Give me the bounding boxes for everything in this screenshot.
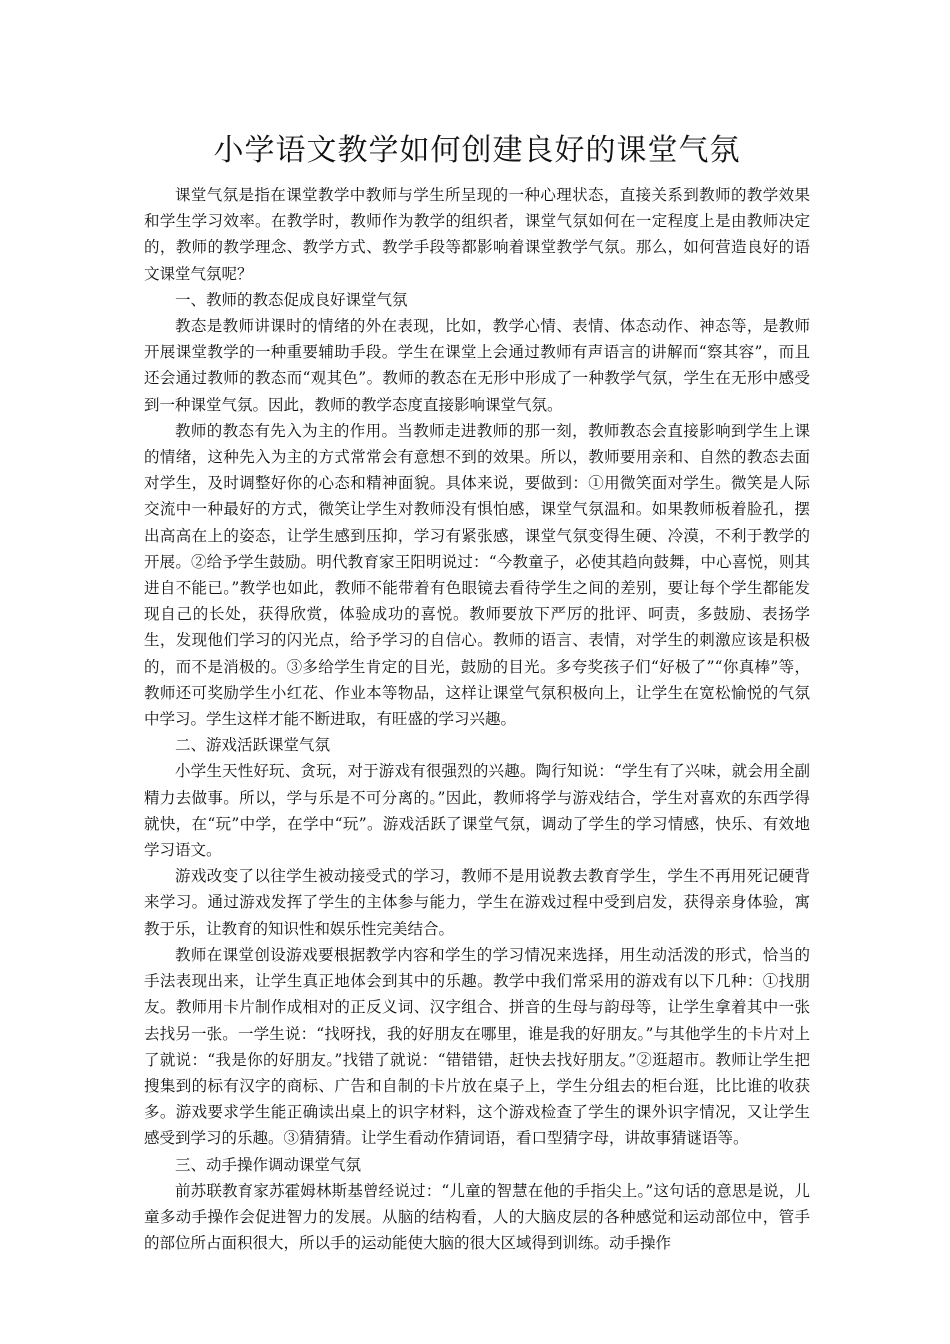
intro-paragraph: 课堂气氛是指在课堂教学中教师与学生所呈现的一种心理状态，直接关系到教师的教学效果和学生学习效率。在教学时，教师作为教学的组织者，课堂气氛如何在一定程度上是由教师决定的，教师的教学理念、教学方式、教学手段等都影响着课堂教学气氛。那么，如何营造良好的语文课堂气氛呢？ xyxy=(144,186,810,283)
section-heading-3: 三、动手操作调动课堂气氛 xyxy=(175,1155,362,1174)
document-body xyxy=(144,128,810,1256)
section-2-paragraph-1: 小学生天性好玩、贪玩，对于游戏有很强烈的兴趣。陶行知说：“学生有了兴味，就会用全副精力去做事。所以，学与乐是不可分离的。”因此，教师将学与游戏结合，学生对喜欢的东西学得就快，在“玩”中学，在学中“玩”。游戏活跃了课堂气氛，调动了学生的学习情感，快乐、有效地学习语文。 xyxy=(144,762,810,860)
document-title: 小学语文教学如何创建良好的课堂气氛 xyxy=(213,133,741,168)
section-2-paragraph-3: 教师在课堂创设游戏要根据教学内容和学生的学习情况来选择，用生动活泼的形式，恰当的手法表现出来，让学生真正地体会到其中的乐趣。教学中我们常采用的游戏有以下几种：①找朋友。教师用卡片制作成相对的正反义词、汉字组合、拼音的生母与韵母等，让学生拿着其中一张去找另一张。一学生说：“找呀找，我的好朋友在哪里，谁是我的好朋友。”与其他学生的卡片对上了就说：“我是你的好朋友。”找错了就说：“错错错，赶快去找好朋友。”②逛超市。教师让学生把搜集到的标有汉字的商标、广告和自制的卡片放在桌子上，学生分组去的柜台逛，比比谁的收获多。游戏要求学生能正确读出桌上的识字材料，这个游戏检查了学生的课外识字情况，又让学生感受到学习的乐趣。③猜猜猜。让学生看动作猜词语，看口型猜字母，讲故事猜谜语等。 xyxy=(144,945,810,1148)
section-heading-2: 二、游戏活跃课堂气氛 xyxy=(175,736,331,755)
section-3-paragraph-1: 前苏联教育家苏霍姆林斯基曾经说过：“儿童的智慧在他的手指尖上。”这句话的意思是说，儿童多动手操作会促进智力的发展。从脑的结构看，人的大脑皮层的各种感觉和运动部位中，管手的部位所占面积很大，所以手的运动能使大脑的很大区域得到训练。动手操作 xyxy=(144,1181,810,1253)
section-1-paragraph-2: 教师的教态有先入为主的作用。当教师走进教师的那一刻，教师教态会直接影响到学生上课的情绪，这种先入为主的方式常常会有意想不到的效果。所以，教师要用亲和、自然的教态去面对学生，及时调整好你的心态和精神面貌。具体来说，要做到：①用微笑面对学生。微笑是人际交流中一种最好的方式，微笑让学生对教师没有惧怕感，课堂气氛温和。如果教师板着脸孔，摆出高高在上的姿态，让学生感到压抑，学习有紧张感，课堂气氛变得生硬、冷漠，不利于教学的开展。②给予学生鼓励。明代教育家王阳明说过：“今教童子，必使其趋向鼓舞，中心喜悦，则其进自不能已。”教学也如此，教师不能带着有色眼镜去看待学生之间的差别，要让每个学生都能发现自己的长处，获得欣赏，体验成功的喜悦。教师要放下严厉的批评、呵责，多鼓励、表扬学生，发现他们学习的闪光点，给予学习的自信心。教师的语言、表情，对学生的刺激应该是积极的，而不是消极的。③多给学生肯定的目光，鼓励的目光。多夸奖孩子们“好极了”“你真棒”等，教师还可奖励学生小红花、作业本等物品，这样让课堂气氛积极向上，让学生在宽松愉悦的气氛中学习。学生这样才能不断进取，有旺盛的学习兴趣。 xyxy=(144,421,810,729)
section-2-paragraph-2: 游戏改变了以往学生被动接受式的学习，教师不是用说教去教育学生，学生不再用死记硬背来学习。通过游戏发挥了学生的主体参与能力，学生在游戏过程中受到启发，获得亲身体验，寓教于乐，让教育的知识性和娱乐性完美结合。 xyxy=(144,867,810,938)
section-heading-1: 一、教师的教态促成良好课堂气氛 xyxy=(175,290,408,309)
section-1-paragraph-1: 教态是教师讲课时的情绪的外在表现，比如，教学心情、表情、体态动作、神态等，是教师开展课堂教学的一种重要辅助手段。学生在课堂上会通过教师有声语言的讲解而“察其容”，而且还会通过教师的教态而“观其色”。教师的教态在无形中形成了一种教学气氛，学生在无形中感受到一种课堂气氛。因此，教师的教学态度直接影响课堂气氛。 xyxy=(144,317,810,414)
